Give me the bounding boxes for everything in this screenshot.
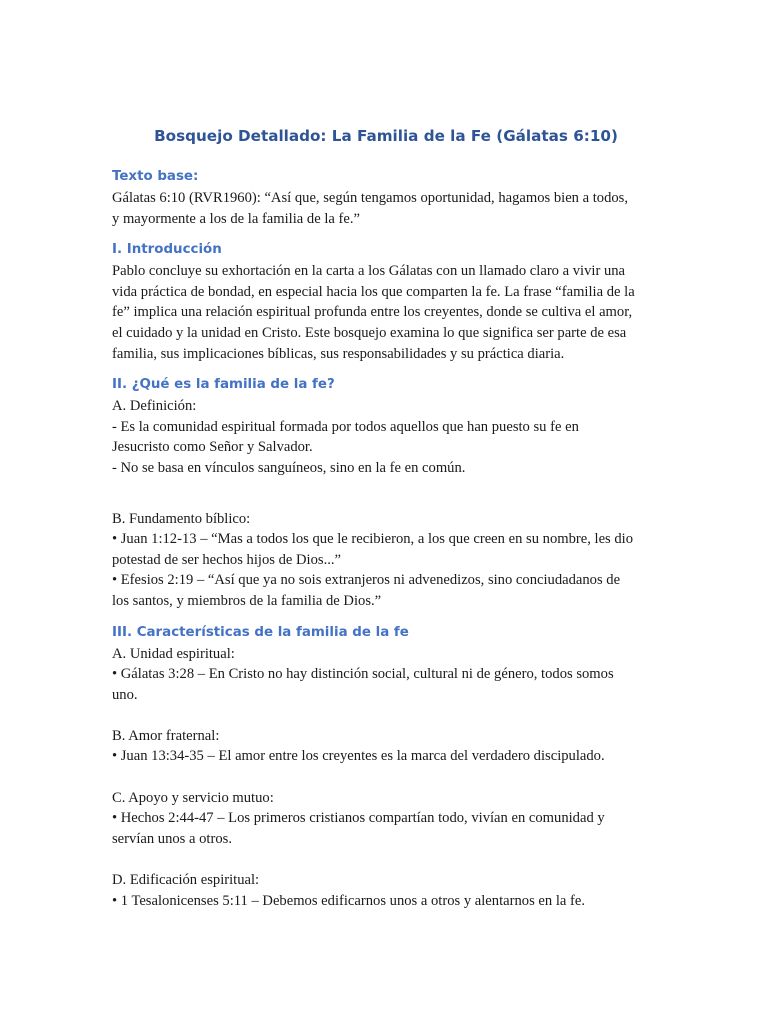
texto-base-line: Gálatas 6:10 (RVR1960): “Así que, según tengamos oportunidad, hagamos bien a todos, — [112, 190, 629, 206]
document-title: Bosquejo Detallado: La Familia de la Fe (Gálatas 6:10) — [154, 127, 618, 145]
caracteristica-line: • Gálatas 3:28 – En Cristo no hay distinción social, cultural ni de género, todos somos — [112, 666, 614, 683]
fundamento-line: • Efesios 2:19 – “Así que ya no sois extranjeros ni advenedizos, sino conciudadanos de — [112, 572, 621, 589]
caracteristica-label: C. Apoyo y servicio mutuo: — [112, 789, 274, 806]
introduccion-line: vida práctica de bondad, en especial hacia los que comparten la fe. La frase “familia de la — [112, 283, 635, 300]
introduccion-line: fe” implica una relación espiritual profunda entre los creyentes, donde se cultiva el amor, — [112, 304, 633, 321]
definicion-line: Jesucristo como Señor y Salvador. — [112, 439, 313, 456]
que-es-heading: II. ¿Qué es la familia de la fe? — [112, 377, 335, 393]
texto-base-heading: Texto base: — [112, 169, 199, 184]
document-page — [112, 124, 660, 911]
definicion-label: A. Definición: — [112, 398, 197, 415]
definicion-line: - Es la comunidad espiritual formada por todos aquellos que han puesto su fe en — [112, 418, 579, 435]
fundamento-line: potestad de ser hechos hijos de Dios...” — [112, 551, 341, 568]
caracteristica-label: A. Unidad espiritual: — [112, 645, 235, 662]
fundamento-line: los santos, y miembros de la familia de Dios.” — [112, 592, 382, 609]
introduccion-line: el cuidado y la unidad en Cristo. Este bosquejo examina lo que significa ser parte de esa — [112, 324, 627, 341]
caracteristicas-heading: III. Características de la familia de la fe — [112, 624, 409, 640]
caracteristica-line: servían unos a otros. — [112, 830, 232, 847]
definicion-line: - No se basa en vínculos sanguíneos, sino en la fe en común. — [112, 459, 466, 476]
caracteristica-label: B. Amor fraternal: — [112, 727, 220, 744]
caracteristica-line: • 1 Tesalonicenses 5:11 – Debemos edificarnos unos a otros y alentarnos en la fe. — [112, 892, 585, 909]
fundamento-label: B. Fundamento bíblico: — [112, 510, 251, 527]
texto-base-line: y mayormente a los de la familia de la fe.” — [112, 210, 360, 227]
introduccion-line: Pablo concluye su exhortación en la carta a los Gálatas con un llamado claro a vivir una — [112, 263, 626, 280]
caracteristica-label: D. Edificación espiritual: — [112, 872, 260, 889]
caracteristica-line: • Hechos 2:44-47 – Los primeros cristianos compartían todo, vivían en comunidad y — [112, 810, 605, 827]
caracteristica-line: • Juan 13:34-35 – El amor entre los creyentes es la marca del verdadero discipulado. — [112, 748, 605, 765]
introduccion-line: familia, sus implicaciones bíblicas, sus responsabilidades y su práctica diaria. — [112, 345, 565, 362]
caracteristica-line: uno. — [112, 686, 138, 703]
introduccion-heading: I. Introducción — [112, 242, 222, 258]
fundamento-line: • Juan 1:12-13 – “Mas a todos los que le recibieron, a los que creen en su nombre, les dio — [112, 531, 634, 548]
